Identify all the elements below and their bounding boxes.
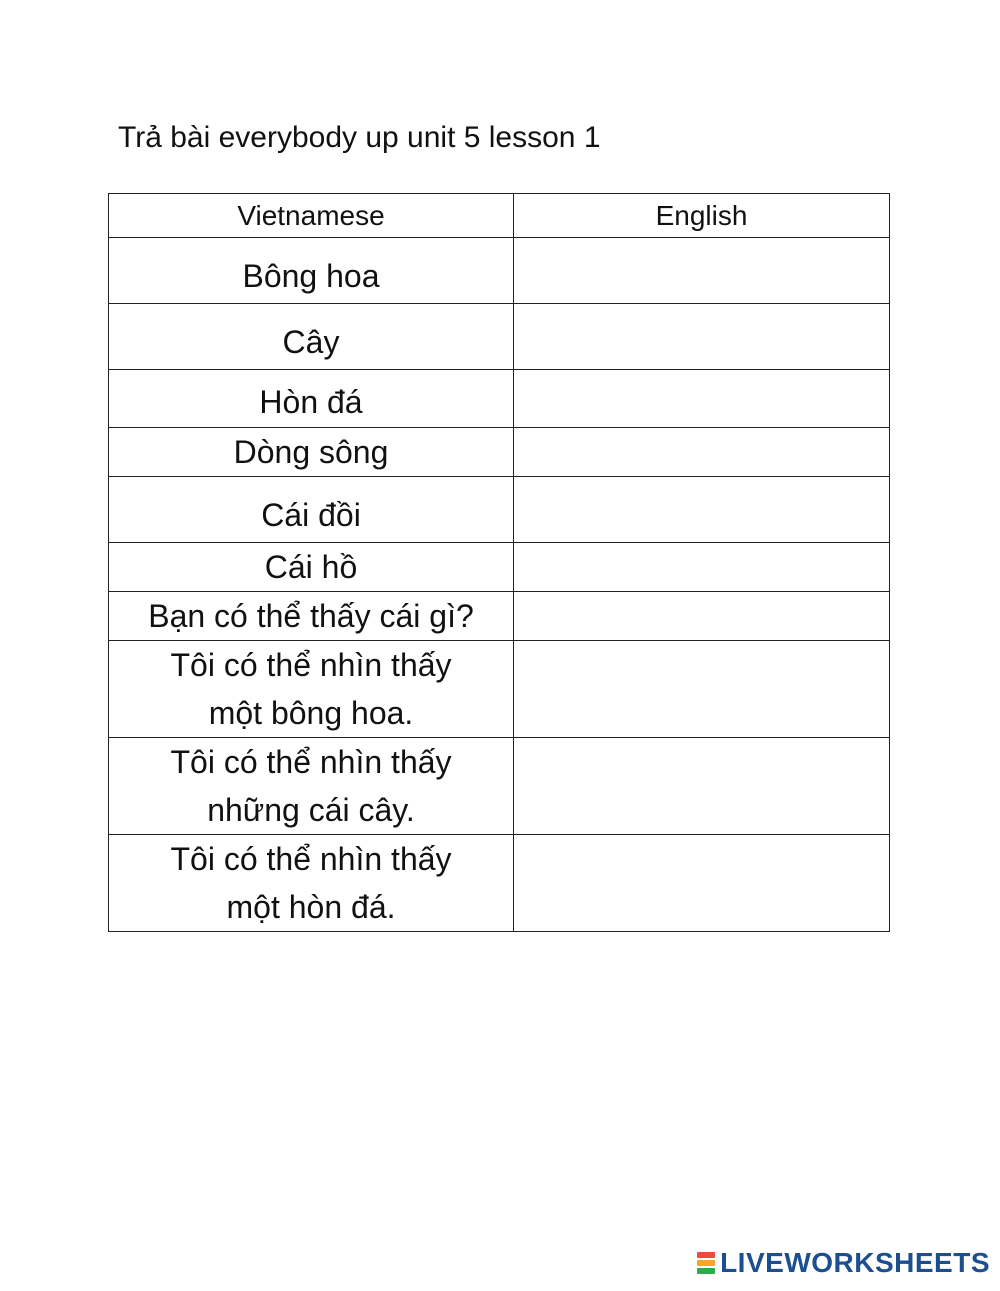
table-row (109, 370, 890, 428)
table-row (109, 543, 890, 592)
vietnamese-text-line1: Tôi có thể nhìn thấy (170, 841, 452, 877)
english-answer-field[interactable] (514, 592, 890, 641)
vietnamese-text-line1: Tôi có thể nhìn thấy (170, 647, 452, 683)
vietnamese-text: Cái đồi (261, 496, 361, 533)
vietnamese-text-line2: một bông hoa. (208, 695, 414, 731)
vietnamese-text: Dòng sông (233, 434, 389, 470)
vietnamese-cell (109, 738, 514, 835)
english-answer-field[interactable] (514, 370, 890, 428)
column-header-vietnamese: Vietnamese (109, 194, 514, 238)
table-row (109, 238, 890, 304)
table-row (109, 477, 890, 543)
table-row (109, 304, 890, 370)
english-answer-field[interactable] (514, 428, 890, 477)
english-answer-field[interactable] (514, 738, 890, 835)
table-row (109, 641, 890, 738)
table-row (109, 738, 890, 835)
vietnamese-cell (109, 477, 514, 543)
vietnamese-cell (109, 543, 514, 592)
vietnamese-cell (109, 428, 514, 477)
vietnamese-text: Bạn có thể thấy cái gì? (148, 598, 474, 634)
vietnamese-text: Cái hồ (264, 549, 358, 585)
liveworksheets-watermark (697, 1249, 990, 1277)
vietnamese-cell (109, 641, 514, 738)
vietnamese-cell (109, 238, 514, 304)
english-answer-field[interactable] (514, 477, 890, 543)
table-row (109, 835, 890, 932)
english-answer-field[interactable] (514, 641, 890, 738)
liveworksheets-logo-icon (697, 1251, 715, 1275)
vietnamese-text-line1: Tôi có thể nhìn thấy (170, 744, 452, 780)
vietnamese-text-line2: những cái cây. (207, 792, 415, 828)
vietnamese-cell (109, 835, 514, 932)
english-answer-field[interactable] (514, 543, 890, 592)
vietnamese-cell (109, 304, 514, 370)
brand-name: LIVEWORKSHEETS (720, 1247, 990, 1278)
vietnamese-text: Cây (282, 323, 340, 360)
table-row (109, 592, 890, 641)
vietnamese-cell (109, 592, 514, 641)
vietnamese-text-line2: một hòn đá. (226, 889, 396, 925)
table-header-row (109, 194, 890, 238)
vocabulary-table (108, 193, 890, 932)
vietnamese-text: Hòn đá (259, 383, 363, 420)
worksheet-title: Trả bài everybody up unit 5 lesson 1 (118, 121, 601, 154)
vietnamese-text: Bông hoa (242, 257, 380, 294)
column-header-english: English (514, 194, 890, 238)
table-row (109, 428, 890, 477)
english-answer-field[interactable] (514, 835, 890, 932)
english-answer-field[interactable] (514, 304, 890, 370)
english-answer-field[interactable] (514, 238, 890, 304)
vietnamese-cell (109, 370, 514, 428)
